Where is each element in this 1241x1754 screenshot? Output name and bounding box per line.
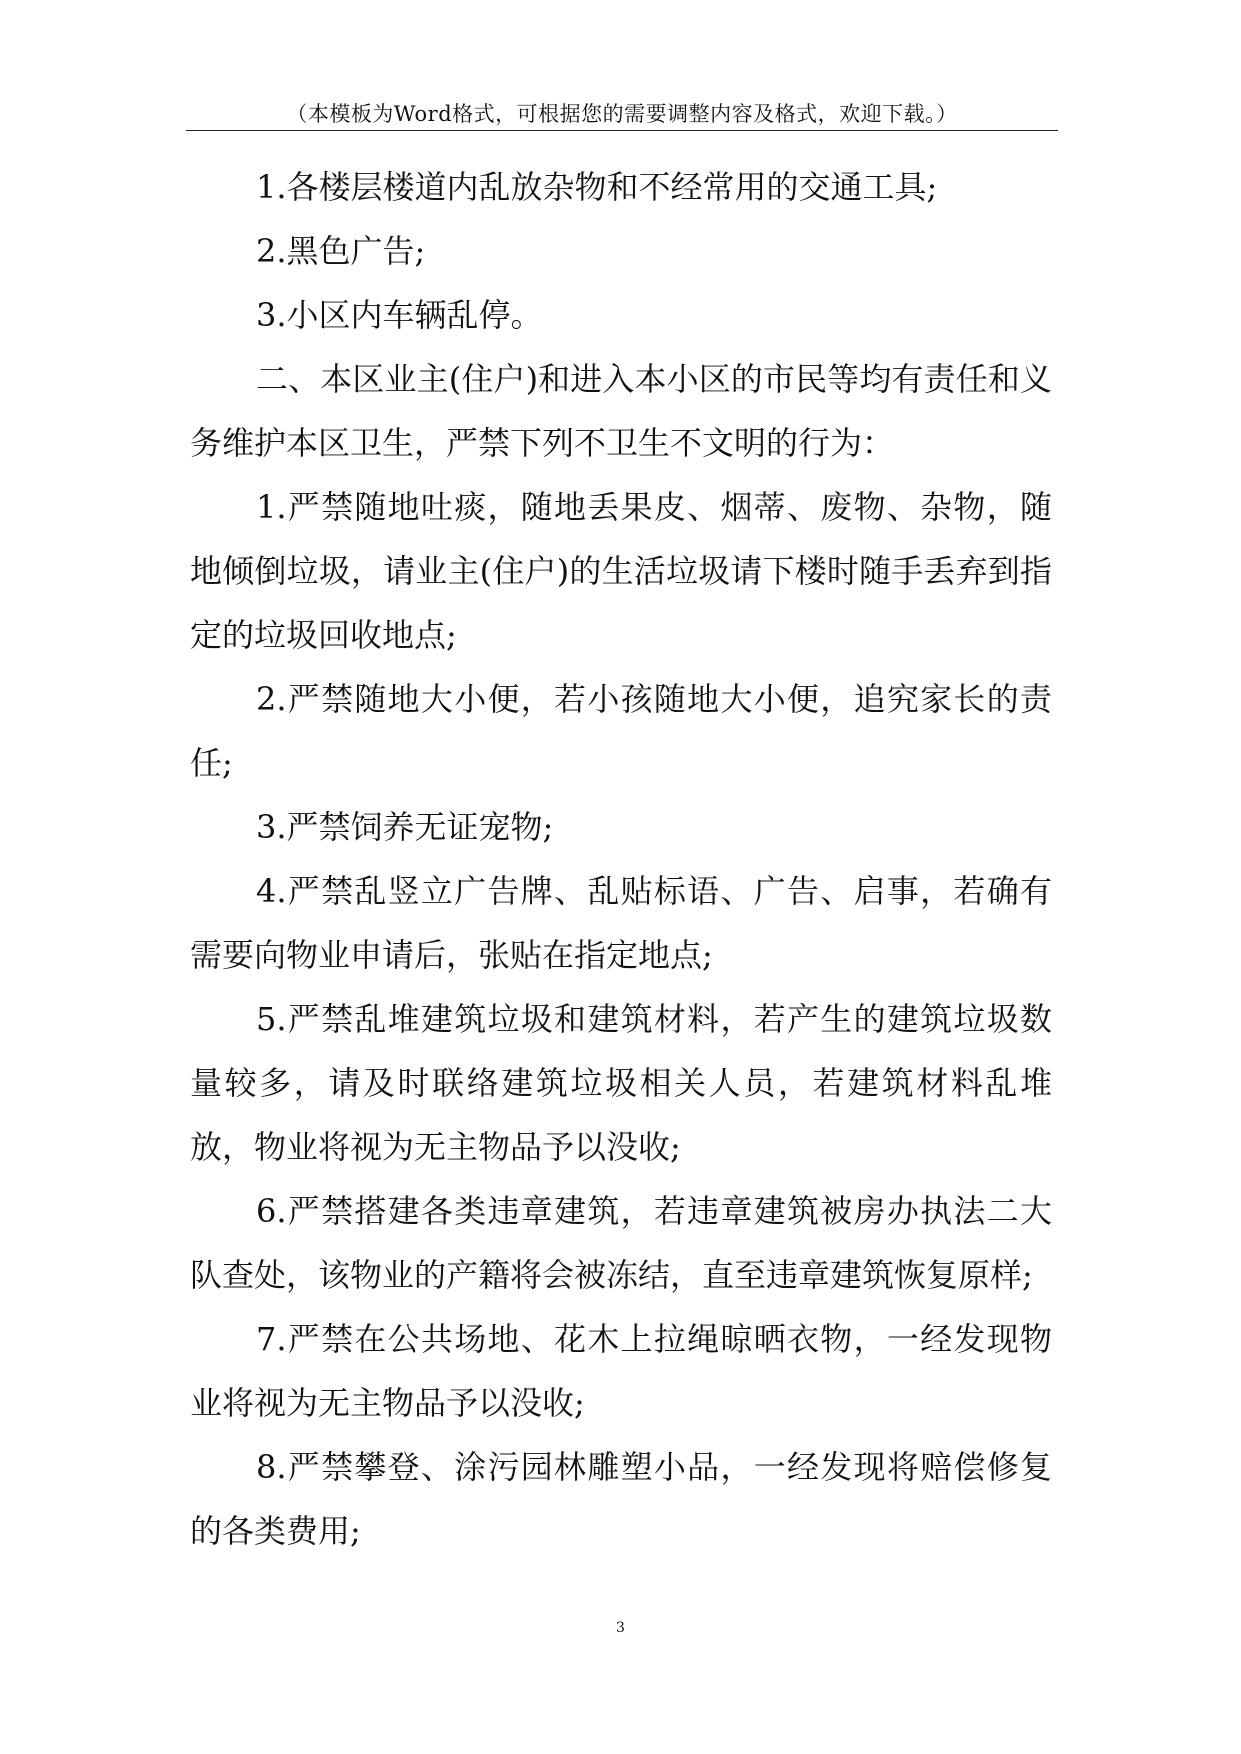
header-divider	[186, 130, 1058, 131]
page-number: 3	[616, 1620, 625, 1636]
rule-3: 3.严禁饲养无证宠物;	[256, 808, 554, 846]
document-body	[190, 155, 1052, 1563]
rule-7: 7.严禁在公共场地、花木上拉绳晾晒衣物，一经发现物业将视为无主物品予以没收;	[190, 1320, 1052, 1422]
rule-8: 8.严禁攀登、涂污园林雕塑小品，一经发现将赔偿修复的各类费用;	[190, 1448, 1052, 1550]
rule-4: 4.严禁乱竖立广告牌、乱贴标语、广告、启事，若确有需要向物业申请后，张贴在指定地点;	[190, 872, 1052, 974]
paragraph-2: 2.黑色广告;	[256, 232, 426, 270]
header-notice: （本模板为Word格式，可根据您的需要调整内容及格式，欢迎下载。）	[286, 102, 958, 126]
paragraph-1: 1.各楼层楼道内乱放杂物和不经常用的交通工具;	[256, 168, 938, 206]
rule-1: 1.严禁随地吐痰，随地丢果皮、烟蒂、废物、杂物，随地倾倒垃圾，请业主(住户)的生活垃圾请下楼时随手丢弃到指定的垃圾回收地点;	[190, 488, 1052, 654]
rule-6: 6.严禁搭建各类违章建筑，若违章建筑被房办执法二大队查处，该物业的产籍将会被冻结，直至违章建筑恢复原样;	[190, 1192, 1052, 1294]
rule-5: 5.严禁乱堆建筑垃圾和建筑材料，若产生的建筑垃圾数量较多，请及时联络建筑垃圾相关人员，若建筑材料乱堆放，物业将视为无主物品予以没收;	[190, 1000, 1052, 1166]
section-heading-2: 二、本区业主(住户)和进入本小区的市民等均有责任和义务维护本区卫生，严禁下列不卫生不文明的行为：	[190, 360, 1052, 462]
rule-2: 2.严禁随地大小便，若小孩随地大小便，追究家长的责任;	[190, 680, 1052, 782]
paragraph-3: 3.小区内车辆乱停。	[256, 296, 543, 334]
